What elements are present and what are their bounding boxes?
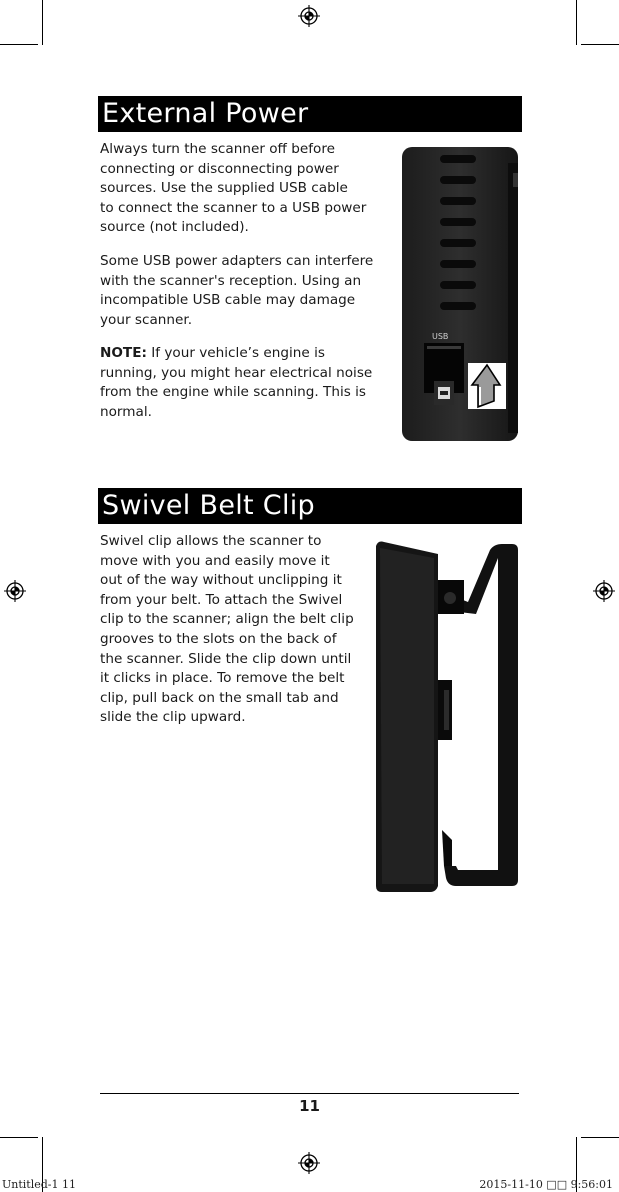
text-line: with the scanner's reception. Using an: [100, 272, 362, 289]
registration-mark-icon: [298, 1152, 320, 1174]
text-line: clip, pull back on the small tab and: [100, 689, 339, 706]
text-line: connecting or disconnecting power: [100, 160, 339, 177]
crop-mark: [576, 0, 577, 45]
note-text: If your vehicle’s engine is: [146, 345, 325, 361]
text-line: Swivel clip allows the scanner to: [100, 533, 322, 549]
text-line: incompatible USB cable may damage: [100, 292, 356, 309]
external-power-paragraph-2: [100, 252, 373, 330]
crop-mark: [0, 44, 38, 45]
external-power-paragraph-1: [100, 140, 366, 238]
crop-mark: [581, 44, 619, 45]
text-line: Some USB power adapters can interfere: [100, 253, 374, 269]
text-line: [100, 344, 372, 364]
text-line: your scanner.: [100, 311, 193, 328]
text-line: normal.: [100, 403, 152, 420]
text-line: running, you might hear electrical noise: [100, 364, 373, 381]
text-line: Always turn the scanner off before: [100, 141, 335, 157]
registration-mark-icon: [593, 580, 615, 602]
belt-clip-image: [372, 540, 522, 896]
crop-mark: [0, 1137, 38, 1138]
registration-mark-icon: [298, 5, 320, 27]
text-line: the scanner. Slide the clip down until: [100, 650, 352, 667]
text-line: slide the clip upward.: [100, 709, 246, 726]
crop-mark: [581, 1137, 619, 1138]
swivel-belt-clip-paragraph: [100, 532, 354, 728]
section-title-external-power: External Power: [98, 96, 522, 132]
page-number: 11: [299, 1097, 320, 1115]
print-slug-right: 2015-11-10 □□ 9:56:01: [479, 1178, 613, 1191]
text-line: it clicks in place. To remove the belt: [100, 670, 345, 687]
external-power-note: [100, 344, 372, 422]
registration-mark-icon: [4, 580, 26, 602]
text-line: move with you and easily move it: [100, 552, 330, 569]
text-line: grooves to the slots on the back of: [100, 630, 337, 647]
text-line: out of the way without unclipping it: [100, 572, 342, 589]
text-line: from the engine while scanning. This is: [100, 384, 366, 401]
crop-mark: [42, 0, 43, 45]
footer-rule: [100, 1093, 519, 1094]
text-line: to connect the scanner to a USB power: [100, 199, 367, 216]
print-slug-left: Untitled-1 11: [2, 1178, 76, 1191]
text-line: clip to the scanner; align the belt clip: [100, 611, 354, 628]
text-line: from your belt. To attach the Swivel: [100, 591, 343, 608]
section-title-swivel-belt-clip: Swivel Belt Clip: [98, 488, 522, 524]
text-line: source (not included).: [100, 219, 249, 236]
text-line: sources. Use the supplied USB cable: [100, 180, 348, 197]
scanner-usb-port-image: [400, 143, 522, 441]
usb-port-label: USB: [432, 332, 449, 341]
note-label: NOTE:: [100, 345, 147, 361]
